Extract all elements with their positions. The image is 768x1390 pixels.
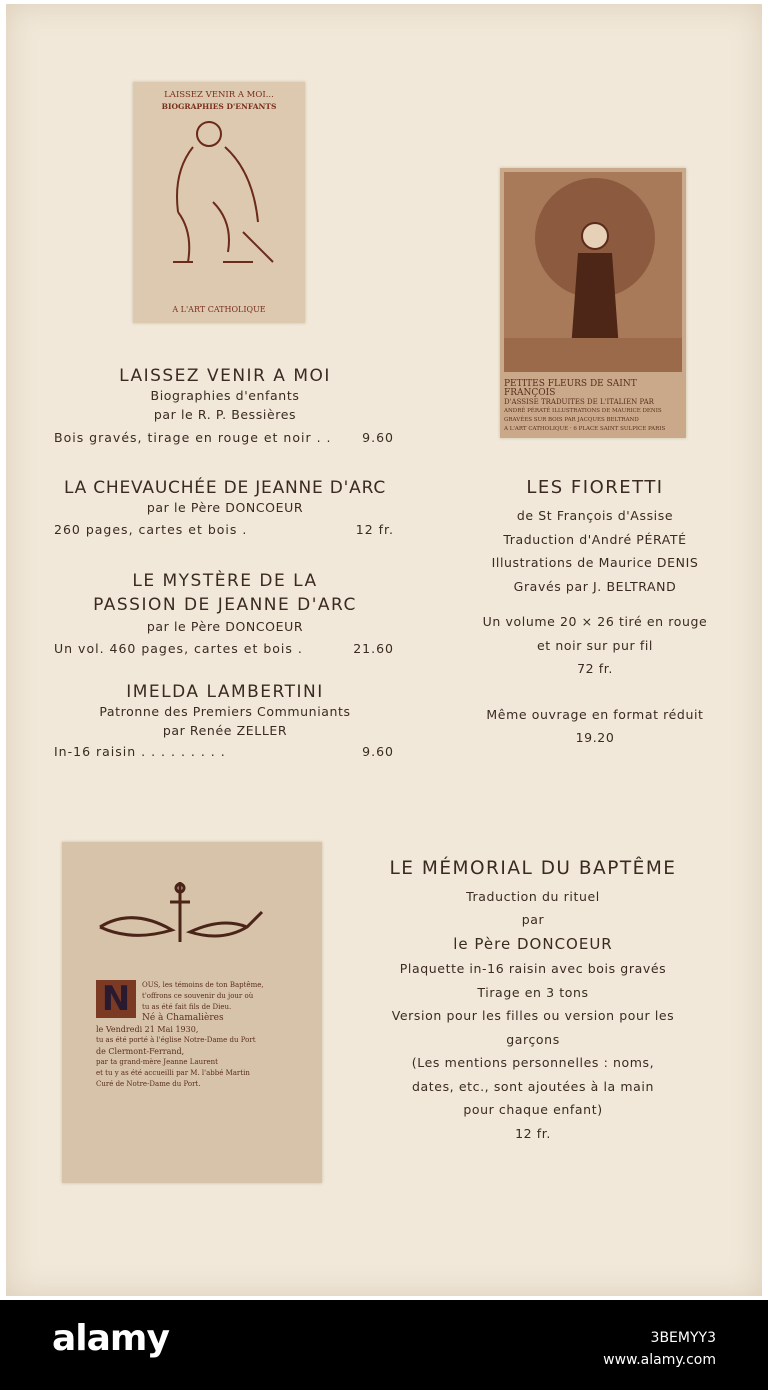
card-line: t'offrons ce souvenir du jour où xyxy=(142,992,254,1000)
book-line: de St François d'Assise xyxy=(516,508,674,523)
book-title: PASSION DE JEANNE D'ARC xyxy=(93,595,357,615)
book-title: LA CHEVAUCHÉE DE JEANNE D'ARC xyxy=(63,478,387,498)
book-detail: pour chaque enfant) xyxy=(463,1102,603,1117)
book-fioretti xyxy=(460,477,730,750)
book-chevauchee xyxy=(50,478,400,537)
cover-line: PETITES FLEURS DE SAINT FRANÇOIS xyxy=(504,379,637,398)
book-memorial xyxy=(352,858,714,1145)
book-price: 72 fr. xyxy=(577,661,613,676)
card-line: par ta grand-mère Jeanne Laurent xyxy=(96,1058,218,1066)
christ-with-children-illustration xyxy=(133,112,305,282)
card-line: de Clermont-Ferrand, xyxy=(96,1047,185,1056)
alamy-logo: alamy xyxy=(52,1318,169,1359)
book-title: LAISSEZ VENIR A MOI xyxy=(119,366,331,386)
book-price: 12 fr. xyxy=(355,522,394,537)
book-line: par xyxy=(521,912,545,927)
book-imelda xyxy=(50,682,400,759)
book-line: Traduction du rituel xyxy=(466,889,600,904)
cover-laissez-venir xyxy=(133,82,305,323)
book-price: 9.60 xyxy=(362,430,394,445)
card-line: OUS, les témoins de ton Baptême, xyxy=(142,981,264,989)
book-detail: et noir sur pur fil xyxy=(537,637,653,653)
cover-line: GRAVÉES SUR BOIS PAR JACQUES BELTRAND xyxy=(504,417,639,423)
cover-line: D'ASSISE TRADUITES DE L'ITALIEN PAR xyxy=(504,398,654,406)
book-detail: Tirage en 3 tons xyxy=(477,984,589,1000)
card-line: tu as été porté à l'église Notre-Dame du Port xyxy=(96,1036,256,1044)
book-price: 9.60 xyxy=(362,744,394,759)
book-author: par le Père DONCOEUR xyxy=(146,619,304,634)
book-title: LES FIORETTI xyxy=(526,477,664,498)
book-title: LE MYSTÈRE DE LA xyxy=(132,571,318,591)
card-line: Curé de Notre-Dame du Port. xyxy=(96,1080,201,1088)
saint-francis-engraving xyxy=(500,168,686,376)
fish-and-cross-emblem xyxy=(62,842,322,952)
book-detail: dates, etc., sont ajoutées à la main xyxy=(411,1078,655,1094)
book-title: LE MÉMORIAL DU BAPTÊME xyxy=(389,858,677,879)
book-line: Illustrations de Maurice DENIS xyxy=(491,555,699,570)
book-subtitle: Patronne des Premiers Communiants xyxy=(99,704,351,719)
card-line: tu as été fait fils de Dieu. xyxy=(142,1003,232,1011)
book-price: 12 fr. xyxy=(515,1125,551,1141)
book-detail: Un vol. 460 pages, cartes et bois . xyxy=(54,641,303,656)
card-line: et tu y as été accueilli par M. l'abbé Martin xyxy=(96,1069,250,1077)
book-author: par Renée ZELLER xyxy=(162,723,288,738)
book-reduced: Même ouvrage en format réduit xyxy=(486,706,704,722)
book-detail: Version pour les filles ou version pour les xyxy=(391,1008,675,1023)
book-detail: garçons xyxy=(506,1031,560,1047)
card-line: Né à Chamalières xyxy=(142,1013,224,1023)
cover-line: A L'ART CATHOLIQUE · 6 PLACE SAINT SULPICE PARIS xyxy=(504,426,666,432)
book-line: Traduction d'André PÉRATÉ xyxy=(503,531,687,547)
book-detail: Un volume 20 × 26 tiré en rouge xyxy=(482,614,708,629)
book-mystere xyxy=(50,569,400,656)
cover-fioretti xyxy=(500,168,686,438)
book-author: le Père DONCOEUR xyxy=(453,935,613,953)
book-detail: Plaquette in-16 raisin avec bois gravés xyxy=(399,961,667,976)
book-price: 21.60 xyxy=(353,641,394,656)
cover-line: ANDRÉ PÉRATÉ ILLUSTRATIONS DE MAURICE DENIS xyxy=(504,408,662,414)
book-detail: Bois gravés, tirage en rouge et noir . . xyxy=(54,430,332,445)
book-reduced-price: 19.20 xyxy=(575,730,615,745)
book-detail: In-16 raisin . . . . . . . . . xyxy=(54,744,226,759)
watermark-footer xyxy=(0,1300,768,1390)
book-author: par le Père DONCOEUR xyxy=(146,500,304,515)
book-detail: (Les mentions personnelles : noms, xyxy=(411,1055,655,1070)
book-detail: 260 pages, cartes et bois . xyxy=(54,522,248,537)
cover-subtitle: BIOGRAPHIES D'ENFANTS xyxy=(161,102,277,111)
book-line: Gravés par J. BELTRAND xyxy=(513,578,677,594)
image-id: 3BEMYY3 xyxy=(650,1330,716,1346)
book-subtitle: Biographies d'enfants xyxy=(150,388,300,403)
site-url: www.alamy.com xyxy=(603,1352,716,1368)
book-laissez-venir xyxy=(50,366,400,445)
book-author: par le R. P. Bessières xyxy=(153,407,297,422)
card-line: le Vendredi 21 Mai 1930, xyxy=(96,1025,199,1034)
cover-title: LAISSEZ VENIR A MOI... xyxy=(164,90,274,100)
illuminated-initial-n: N xyxy=(96,980,136,1018)
cover-publisher: A L'ART CATHOLIQUE xyxy=(172,305,266,314)
book-title: IMELDA LAMBERTINI xyxy=(126,682,324,702)
memorial-card xyxy=(62,842,322,1183)
